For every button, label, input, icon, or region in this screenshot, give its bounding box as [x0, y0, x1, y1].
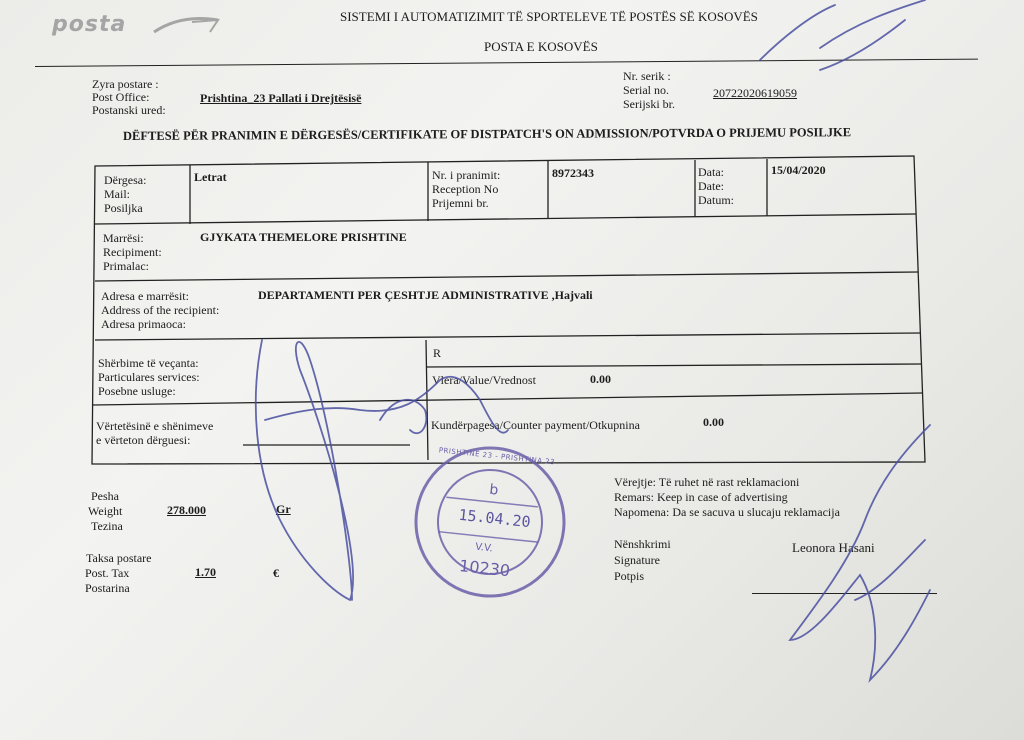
recipient-value: GJYKATA THEMELORE PRISHTINE — [200, 230, 407, 244]
date-label-sq: Data: — [698, 165, 724, 179]
remarks-line-sr: Napomena: Da se sacuva u slucaju reklamacija — [614, 505, 840, 519]
stamp-postcode: 10230 — [458, 556, 511, 581]
mail-label-sr: Posiljka — [104, 201, 143, 215]
stamp-date: 15.04.20 — [457, 505, 532, 532]
mail-label-en: Mail: — [104, 187, 130, 201]
stamp-initials: V.V. — [474, 541, 494, 555]
serial-label-sr: Serijski br. — [623, 97, 676, 111]
header-system-title: SISTEMI I AUTOMATIZIMIT TË SPORTELEVE TË POSTËS SË KOSOVËS — [340, 9, 758, 24]
stamp-ring-text: PRISHTINË 23 - PRISHTINA 23 — [438, 446, 556, 467]
services-label-en: Particulares services: — [98, 370, 200, 384]
certificate-title: DËFTESË PËR PRANIMIN E DËRGESËS/CERTIFIKATE OF DISTPATCH'S ON ADMISSION/POTVRDA O PRIJEMU POSILJKE — [122, 125, 852, 143]
verify-label-line2: e vërteton dërguesi: — [96, 433, 191, 447]
reception-value: 8972343 — [552, 166, 594, 180]
signature-label-sq: Nënshkrimi — [614, 537, 671, 551]
counter-payment-label: Kundërpagesa/Counter payment/Otkupnina — [431, 418, 640, 432]
office-label-en: Post Office: — [92, 90, 150, 104]
reception-label-sr: Prijemni br. — [432, 196, 489, 210]
serial-label-sq: Nr. serik : — [623, 69, 671, 83]
weight-label-sr: Tezina — [91, 519, 123, 533]
address-value: DEPARTAMENTI PER ÇESHTJE ADMINISTRATIVE ,Hajvali — [258, 288, 593, 302]
post-stamp — [402, 434, 578, 610]
signature-label-en: Signature — [614, 553, 660, 567]
header-org-title: POSTA E KOSOVËS — [484, 39, 598, 54]
clerk-name: Leonora Hasani — [792, 540, 875, 555]
tax-label-en: Post. Tax — [85, 566, 130, 580]
weight-unit: Gr — [276, 502, 291, 516]
logo-text: posta — [52, 12, 127, 37]
serial-label-en: Serial no. — [623, 83, 669, 97]
value-amount: 0.00 — [590, 372, 611, 386]
address-label-sq: Adresa e marrësit: — [101, 289, 189, 303]
recipient-label-sr: Primalac: — [103, 259, 149, 273]
date-label-en: Date: — [698, 179, 724, 193]
weight-value: 278.000 — [167, 503, 206, 517]
reception-label-en: Reception No — [432, 182, 499, 196]
verify-label-line1: Vërtetësinë e shënimeve — [96, 419, 214, 433]
office-label-sq: Zyra postare : — [92, 77, 159, 91]
services-label-sq: Shërbime të veçanta: — [98, 356, 199, 370]
office-value: Prishtina_23 Pallati i Drejtësisë — [200, 91, 362, 105]
date-value: 15/04/2020 — [771, 163, 826, 177]
services-label-sr: Posebne usluge: — [98, 384, 176, 398]
serial-value: 20722020619059 — [713, 86, 797, 100]
services-r-marker: R — [433, 346, 442, 360]
signature-label-sr: Potpis — [614, 569, 645, 583]
tax-label-sr: Postarina — [85, 581, 130, 595]
remarks-line-en: Remars: Keep in case of advertising — [614, 490, 788, 504]
signature-line — [752, 593, 937, 594]
reception-label-sq: Nr. i pranimit: — [432, 168, 501, 182]
stamp-letter: b — [488, 481, 500, 499]
mail-value: Letrat — [194, 170, 227, 184]
tax-label-sq: Taksa postare — [86, 551, 152, 565]
date-label-sr: Datum: — [698, 193, 734, 207]
weight-label-sq: Pesha — [91, 489, 119, 503]
counter-payment-value: 0.00 — [703, 415, 724, 429]
value-label: Vlera/Value/Vrednost — [432, 373, 536, 387]
office-label-sr: Postanski ured: — [92, 103, 166, 117]
address-label-en: Address of the recipient: — [101, 303, 220, 317]
tax-currency: € — [273, 566, 279, 580]
address-label-sr: Adresa primaoca: — [101, 317, 186, 331]
mail-label-sq: Dërgesa: — [104, 173, 147, 187]
weight-label-en: Weight — [88, 504, 123, 518]
tax-value: 1.70 — [195, 565, 216, 579]
recipient-label-sq: Marrësi: — [103, 231, 144, 245]
recipient-label-en: Recipiment: — [103, 245, 162, 259]
remarks-line-sq: Vërejtje: Të ruhet në rast reklamacioni — [614, 475, 800, 489]
